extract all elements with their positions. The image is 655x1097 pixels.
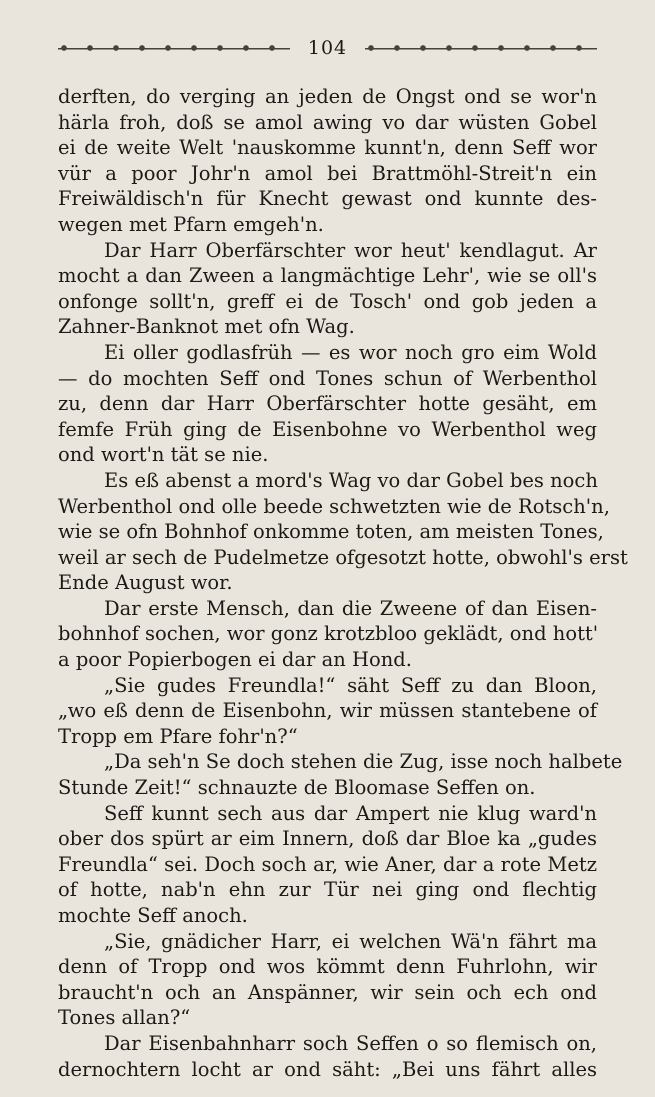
text-line: derften, do verging an jeden de Ongst ond se wor'n xyxy=(58,85,597,108)
paragraph xyxy=(58,749,623,800)
text-line: — do mochten Seff ond Tones schun of Werbenthol xyxy=(58,366,597,390)
text-line: Seff kunnt sech aus dar Ampert nie klug ward'n xyxy=(104,801,597,825)
text-line: Freundla“ sei. Doch soch ar, wie Aner, dar a rote Metz xyxy=(58,852,597,876)
page-number: 104 xyxy=(307,37,348,59)
text-line: Dar Harr Oberfärschter wor heut' kendlagut. Ar xyxy=(104,238,597,262)
text-line: ond wort'n tät se nie. xyxy=(58,443,269,467)
paragraph xyxy=(58,1031,597,1082)
text-line: „Sie gudes Freundla!“ säht Seff zu dan Bloon, xyxy=(104,673,597,697)
text-line: dernochtern locht ar ond säht: „Bei uns fährt alles xyxy=(58,1057,597,1081)
text-line: vür a poor Johr'n amol bei Brattmöhl-Streit'n ein xyxy=(58,161,597,185)
text-line: wegen met Pfarn emgeh'n. xyxy=(58,212,324,236)
text-line: Werbenthol ond olle beede schwetzten wie de Rotsch'n, xyxy=(58,494,610,518)
text-line: braucht'n och an Anspänner, wir sein och ech ond xyxy=(58,980,597,1004)
paragraph xyxy=(58,340,597,468)
text-line: Ende August wor. xyxy=(58,571,233,595)
text-line: Freiwäldisch'n für Knecht gewast ond kunnte des- xyxy=(58,187,597,211)
text-line: Zahner-Banknot met ofn Wag. xyxy=(58,315,355,339)
text-line: härla froh, doß se amol awing vo dar wüsten Gobel xyxy=(58,110,597,134)
text-line: Tones allan?“ xyxy=(58,1006,191,1030)
paragraph xyxy=(58,238,597,340)
paragraph xyxy=(58,468,628,596)
page-header xyxy=(58,34,597,62)
text-line: Tropp em Pfare fohr'n?“ xyxy=(58,724,298,748)
text-line: ober dos spürt ar eim Innern, doß dar Bloe ka „gudes xyxy=(58,827,597,851)
right-ornament-border xyxy=(365,41,597,55)
text-line: mochte Seff anoch. xyxy=(58,904,248,927)
paragraph xyxy=(58,673,597,750)
paragraph xyxy=(58,929,597,1031)
body-text xyxy=(58,84,628,1082)
text-line: „Sie, gnädicher Harr, ei welchen Wä'n fährt ma xyxy=(104,929,597,953)
text-line: of hotte, nab'n ehn zur Tür nei ging ond flechtig xyxy=(58,878,597,902)
text-line: Stunde Zeit!“ schnauzte de Bloomase Seffen on. xyxy=(58,776,536,800)
paragraph xyxy=(58,801,597,929)
text-line: Es eß abenst a mord's Wag vo dar Gobel bes noch xyxy=(104,468,598,492)
paragraph xyxy=(58,596,597,673)
paragraph xyxy=(58,84,597,238)
text-line: „wo eß denn de Eisenbohn, wir müssen stantebene of xyxy=(58,699,597,723)
text-line: wie se ofn Bohnhof onkomme toten, am meisten Tones, xyxy=(58,520,604,544)
text-line: denn of Tropp ond wos kömmt denn Fuhrlohn, wir xyxy=(58,955,597,979)
text-line: mocht a dan Zween a langmächtige Lehr', wie se oll's xyxy=(58,264,597,288)
text-line: Dar erste Mensch, dan die Zweene of dan Eisen- xyxy=(104,596,597,620)
text-line: weil ar sech de Pudelmetze ofgesotzt hotte, obwohl's erst xyxy=(58,545,628,569)
text-line: a poor Popierbogen ei dar an Hond. xyxy=(58,648,412,672)
text-line: onfonge sollt'n, greff ei de Tosch' ond gob jeden a xyxy=(58,289,597,313)
text-line: Ei oller godlasfrüh — es wor noch gro eim Wold xyxy=(104,340,597,364)
left-ornament-border xyxy=(58,41,290,55)
text-line: ei de weite Welt 'nauskomme kunnt'n, denn Seff wor xyxy=(58,136,597,160)
text-line: „Da seh'n Se doch stehen die Zug, isse noch halbete xyxy=(104,750,623,774)
text-line: bohnhof sochen, wor gonz krotzbloo geklädt, ond hott' xyxy=(58,622,599,646)
text-line: Dar Eisenbahnharr soch Seffen o so flemisch on, xyxy=(104,1031,597,1055)
text-line: femfe Früh ging de Eisenbohne vo Werbenthol weg xyxy=(58,417,597,441)
text-line: zu, denn dar Harr Oberfärschter hotte gesäht, em xyxy=(58,392,597,416)
